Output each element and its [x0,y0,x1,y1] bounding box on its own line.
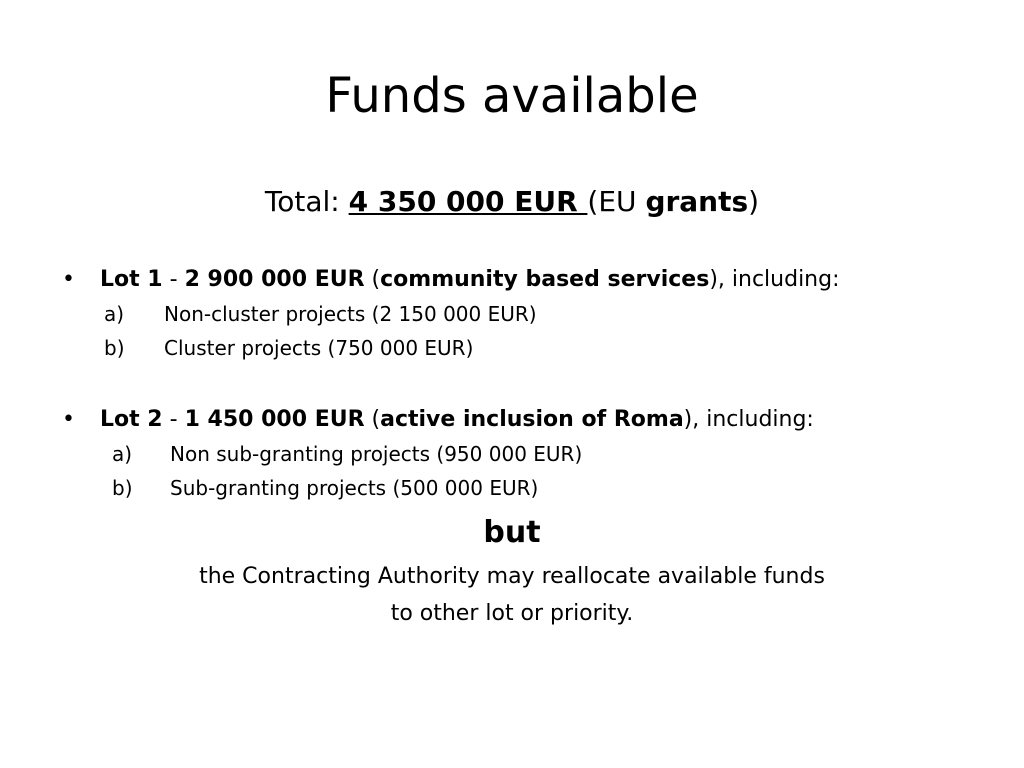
slide-title: Funds available [325,68,699,124]
list-item-letter: a) [112,442,133,466]
total-line [0,182,1024,222]
lot-1-amount: 2 900 000 EUR [184,267,365,292]
but-heading: but [483,515,541,550]
lot-1-sep: - [162,267,185,292]
lot-2-desc-open: ( [364,407,381,432]
note-line-2: to other lot or priority. [390,601,634,626]
reallocation-note [0,558,1024,632]
lot-1-name: Lot 1 [100,267,163,292]
total-amount: 4 350 000 EUR [348,185,588,218]
list-item [62,331,1002,365]
total-grants: grants [645,185,749,218]
list-item-letter: a) [104,302,125,326]
lot-1-desc: community based services [380,267,710,292]
total-paren-close: ) [748,185,760,218]
lot-1-section [62,263,1002,365]
lot-1-desc-close: ), including: [709,267,840,292]
lot-1-desc-open: ( [364,267,381,292]
list-item [62,437,1002,471]
lot-2-amount: 1 450 000 EUR [184,407,365,432]
list-item-text: Non-cluster projects (2 150 000 EUR) [164,302,537,326]
lot-2-name: Lot 2 [100,407,163,432]
lot-2-section [62,403,1002,505]
lot-1-line [62,263,1002,297]
list-item-letter: b) [104,336,125,360]
total-paren-open: (EU [587,185,646,218]
list-item-text: Non sub-granting projects (950 000 EUR) [170,442,583,466]
lot-2-sep: - [162,407,185,432]
lot-2-desc: active inclusion of Roma [380,407,684,432]
list-item-letter: b) [112,476,133,500]
total-prefix: Total: [264,185,349,218]
note-line-1: the Contracting Authority may reallocate available funds [199,564,825,589]
list-item [62,297,1002,331]
list-item-text: Sub-granting projects (500 000 EUR) [170,476,539,500]
list-item-text: Cluster projects (750 000 EUR) [164,336,474,360]
bullet-icon: • [62,407,75,432]
bullet-icon: • [62,267,75,292]
list-item [62,471,1002,505]
lot-2-desc-close: ), including: [683,407,814,432]
lot-2-line [62,403,1002,437]
